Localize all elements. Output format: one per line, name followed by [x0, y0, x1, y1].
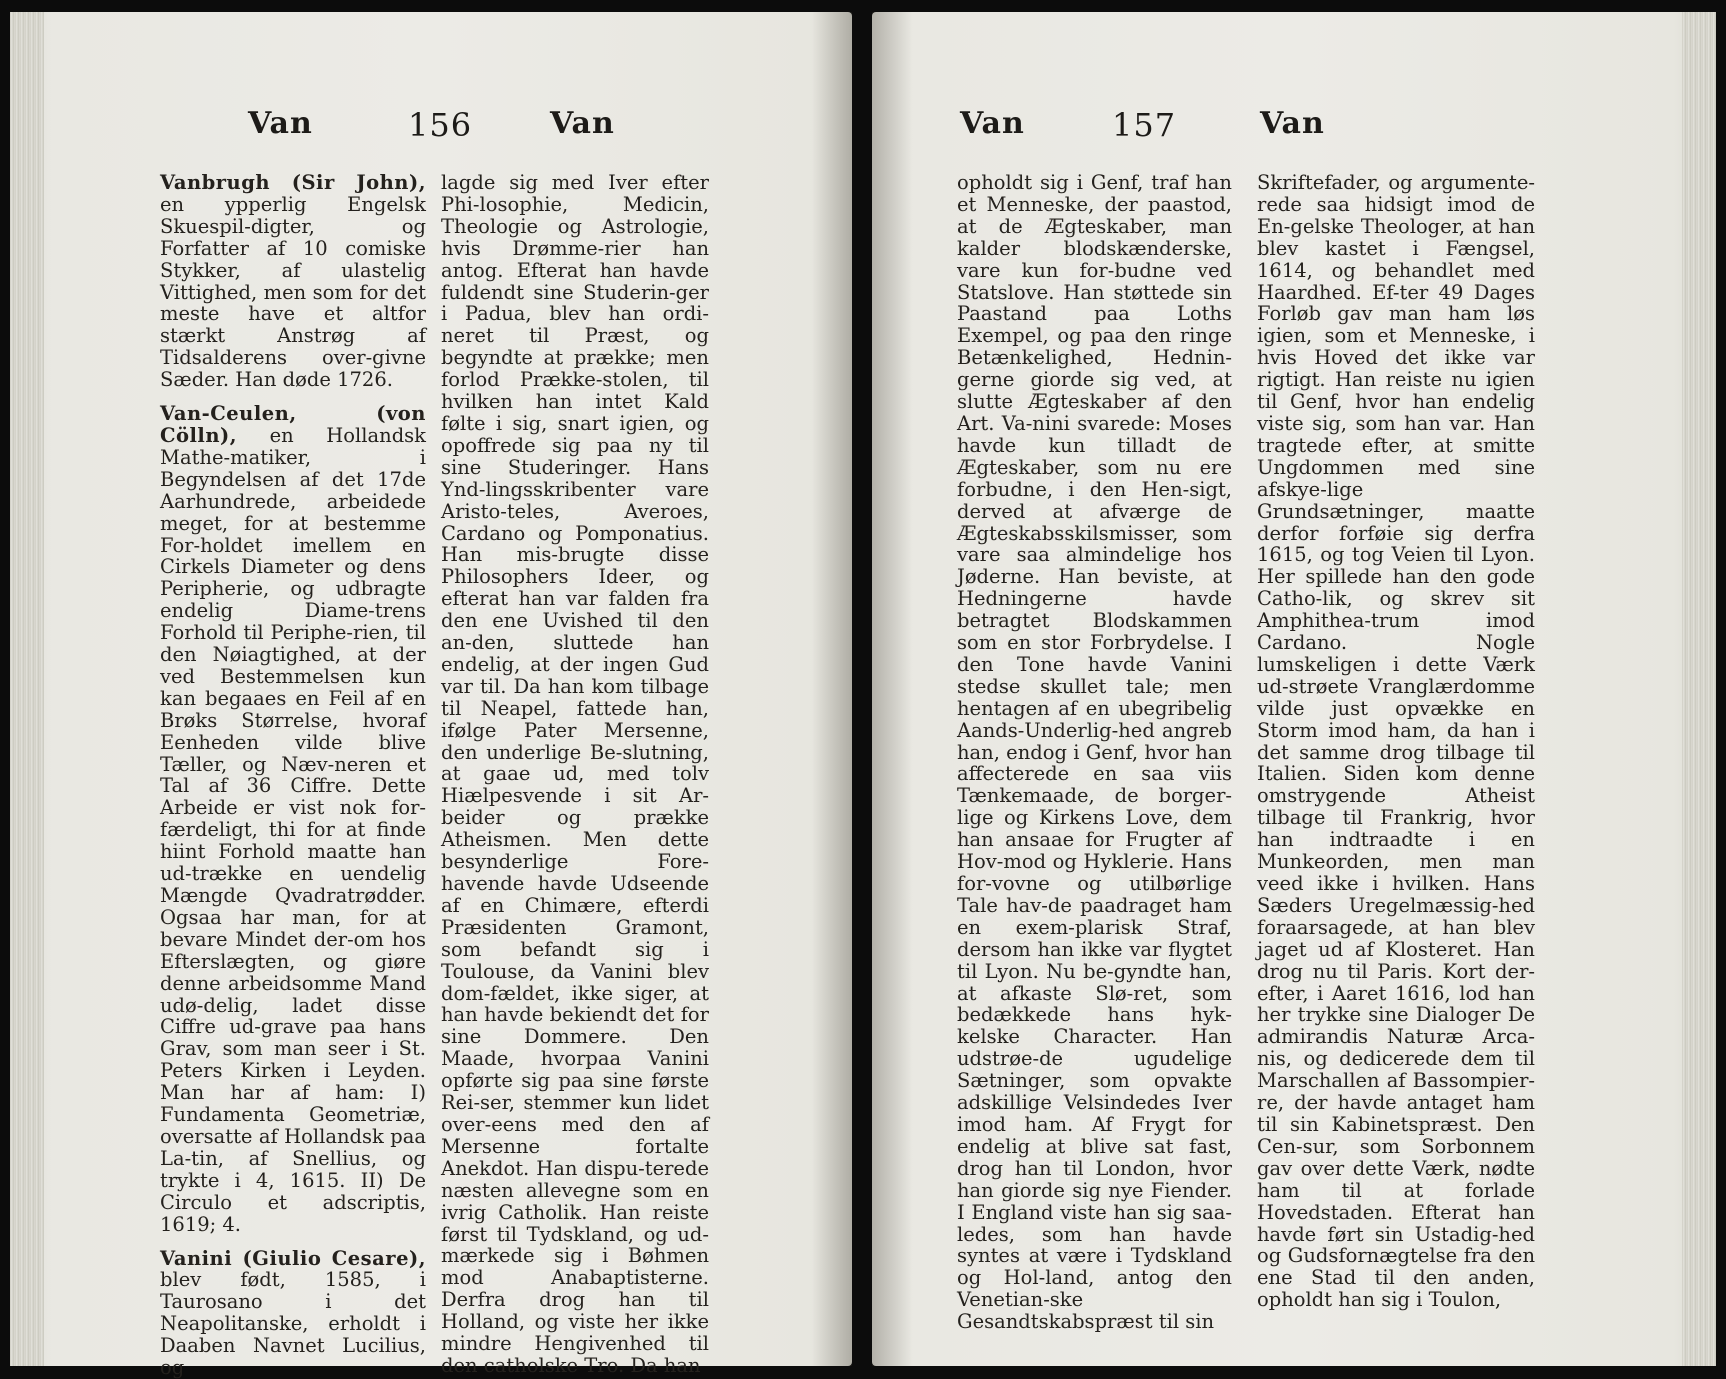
right-header-word-right: Van	[1260, 106, 1325, 141]
left-column-2	[441, 172, 709, 1377]
left-page	[10, 12, 852, 1379]
entry-van-ceulen	[160, 403, 426, 1235]
entry-vanini	[160, 1248, 426, 1379]
column-text: lagde sig med Iver efter Phi-losophie, Medicin, Theologie og Astrologie, hvis Drømme-rier han antog. Efterat han havde fuldendt sine Studerin-ger i Padua, blev han ordi-neret til Præst, og begyndte at prække; men forlod Prække-stolen, til hvilken han intet Kald følte i sig, snart igien, og opoffrede sig paa ny til sine Studeringer. Hans Ynd-lingsskribenter vare Aristo-teles, Averoes, Cardano og Pomponatius. Han mis-brugte disse Philosophers Ideer, og efterat han var falden fra den ene Uvished til den an-den, sluttede han endelig, at der ingen Gud var til. Da han kom tilbage til Neapel, fattede han, ifølge Pater Mersenne, den underlige Be-slutning, at gaae ud, med tolv Hiælpesvende i sit Ar-beider og prække Atheismen. Men dette besynderlige Fore-havende havde Udseende af en Chimære, efterdi Præsidenten Gramont, som befandt sig i Toulouse, da Vanini blev dom-fældet, ikke siger, at han havde bekiendt det for sine Dommere. Den Maade, hvorpaa Vanini opførte sig paa sine første Rei-ser, stemmer kun lidet over-eens med den af Mersenne fortalte Anekdot. Han dispu-terede næsten allevegne som en ivrig Catholik. Han reiste først til Tydskland, og ud-mærkede sig i Bøhmen mod Anabaptisterne. Derfra drog han til Holland, og viste her ikke mindre Hengivenhed til den catholske Tro. Da han	[441, 171, 709, 1377]
entry-text: en ypperlig Engelsk Skuespil-digter, og Forfatter af 10 comiske Stykker, af ulastelig Vittighed, men som for det meste have et altfor stærkt Anstrøg af Tidsalderens over-givne Sæder. Han døde 1726.	[160, 192, 426, 392]
left-running-header	[10, 106, 852, 150]
right-page-edges	[1682, 12, 1716, 1366]
right-header-word-left: Van	[960, 106, 1025, 141]
left-header-word-right: Van	[550, 106, 615, 141]
left-column-1	[160, 172, 426, 1379]
left-page-edges	[10, 12, 44, 1366]
right-column-1	[957, 172, 1232, 1333]
entry-vanbrugh	[160, 172, 426, 391]
entry-headword: Van-Ceulen, (von Cölln),	[160, 402, 426, 447]
right-column-2	[1257, 172, 1535, 1311]
left-gutter-shadow	[812, 12, 852, 1366]
entry-text: blev født, 1585, i Taurosano i det Neapolitanske, erholdt i Daaben Navnet Lucilius, og	[160, 1268, 426, 1379]
entry-headword: Vanbrugh (Sir John),	[160, 171, 426, 194]
entry-text: en Hollandsk Mathe-matiker, i Begyndelsen af det 17de Aarhundrede, arbeidede meget, for at bestemme For-holdet imellem en Cirkels Diameter og dens Peripherie, og udbragte endelig Diame-trens Forhold til Periphe-rien, til den Nøiagtighed, at der ved Bestemmelsen kun kan begaaes en Feil af en Brøks Størrelse, hvoraf Eenheden vilde blive Tæller, og Næv-neren et Tal af 36 Ciffre. Dette Arbeide er vist nok for-færdeligt, thi for at finde hiint Forhold maatte han ud-trække en uendelig Mængde Qvadratrødder. Ogsaa har man, for at bevare Mindet der-om hos Efterslægten, og giøre denne arbeidsomme Mand udø-delig, ladet disse Ciffre ud-grave paa hans Grav, som man seer i St. Peters Kirken i Leyden. Man har af ham: I) Fundamenta Geometriæ, oversatte af Hollandsk paa La-tin, af Snellius, og trykte i 4, 1615. II) De Circulo et adscriptis, 1619; 4.	[160, 423, 426, 1236]
right-page	[872, 12, 1716, 1366]
right-gutter-shadow	[872, 12, 912, 1366]
right-page-number: 157	[1112, 106, 1177, 144]
left-header-word-left: Van	[248, 106, 313, 141]
left-page-number: 156	[408, 106, 473, 144]
right-running-header	[872, 106, 1716, 150]
entry-headword: Vanini (Giulio Cesare),	[160, 1246, 426, 1270]
column-text: Skriftefader, og argumente-rede saa hidsigt imod de En-gelske Theologer, at han blev kastet i Fængsel, 1614, og behandlet med Haardhed. Ef-ter 49 Dages Forløb gav man ham løs igien, som et Menneske, i hvis Hoved det ikke var rigtigt. Han reiste nu igien til Genf, hvor han endelig viste sig, som han var. Han tragtede efter, at smitte Ungdommen med sine afskye-lige Grundsætninger, maatte derfor forføie sig derfra 1615, og tog Veien til Lyon. Her spillede han den gode Catho-lik, og skrev sit Amphithea-trum imod Cardano. Nogle lumskeligen i dette Værk ud-strøete Vranglærdomme vilde just opvække en Storm imod ham, da han i det samme drog tilbage til Italien. Siden kom denne omstrygende Atheist tilbage til Frankrig, hvor han indtraadte i en Munkeorden, men man veed ikke i hvilken. Hans Sæders Uregelmæssig-hed foraarsagede, at han blev jaget ud af Klosteret. Han drog nu til Paris. Kort der-efter, i Aaret 1616, lod han her trykke sine Dialoger De admirandis Naturæ Arca-nis, og dedicerede dem til Marschallen af Bassompier-re, der havde antaget ham til sin Kabinetspræst. Den Cen-sur, som Sorbonnem gav over dette Værk, nødte ham til at forlade Hovedstaden. Efterat han havde ført sin Ustadig-hed og Gudsfornægtelse fra den ene Stad til den anden, opholdt han sig i Toulon,	[1257, 171, 1535, 1312]
column-text: opholdt sig i Genf, traf han et Menneske, der paastod, at de Ægteskaber, man kalder blodskænderske, vare kun for-budne ved Statslove. Han støttede sin Paastand paa Loths Exempel, og paa den ringe Betænkelighed, Hednin-gerne giorde sig ved, at slutte Ægteskaber af den Art. Va-nini svarede: Moses havde kun tilladt de Ægteskaber, som nu ere forbudne, i den Hen-sigt, derved at afværge de Ægteskabsskilsmisser, som vare saa almindelige hos Jøderne. Han beviste, at Hedningerne havde betragtet Blodskammen som en stor Forbrydelse. I den Tone havde Vanini stedse skullet tale; men hentagen af en ubegribelig Aands-Underlig-hed angreb han, endog i Genf, hvor han affecterede en saa viis Tænkemaade, de borger-lige og Kirkens Love, dem han ansaae for Frugter af Hov-mod og Hyklerie. Hans for-vovne og utilbørlige Tale hav-de paadraget ham en exem-plarisk Straf, dersom han ikke var flygtet til Lyon. Nu be-gyndte han, at afkaste Slø-ret, som bedækkede hans hyk-kelske Character. Han udstrøe-de ugudelige Sætninger, som opvakte adskillige Velsindedes Iver imod ham. Af Frygt for endelig at blive sat fast, drog han til London, hvor han giorde sig nye Fiender. I England viste han sig saa-ledes, som han havde syntes at være i Tydskland og Hol-land, antog den Venetian-ske Gesandtskabspræst til sin	[957, 171, 1232, 1334]
